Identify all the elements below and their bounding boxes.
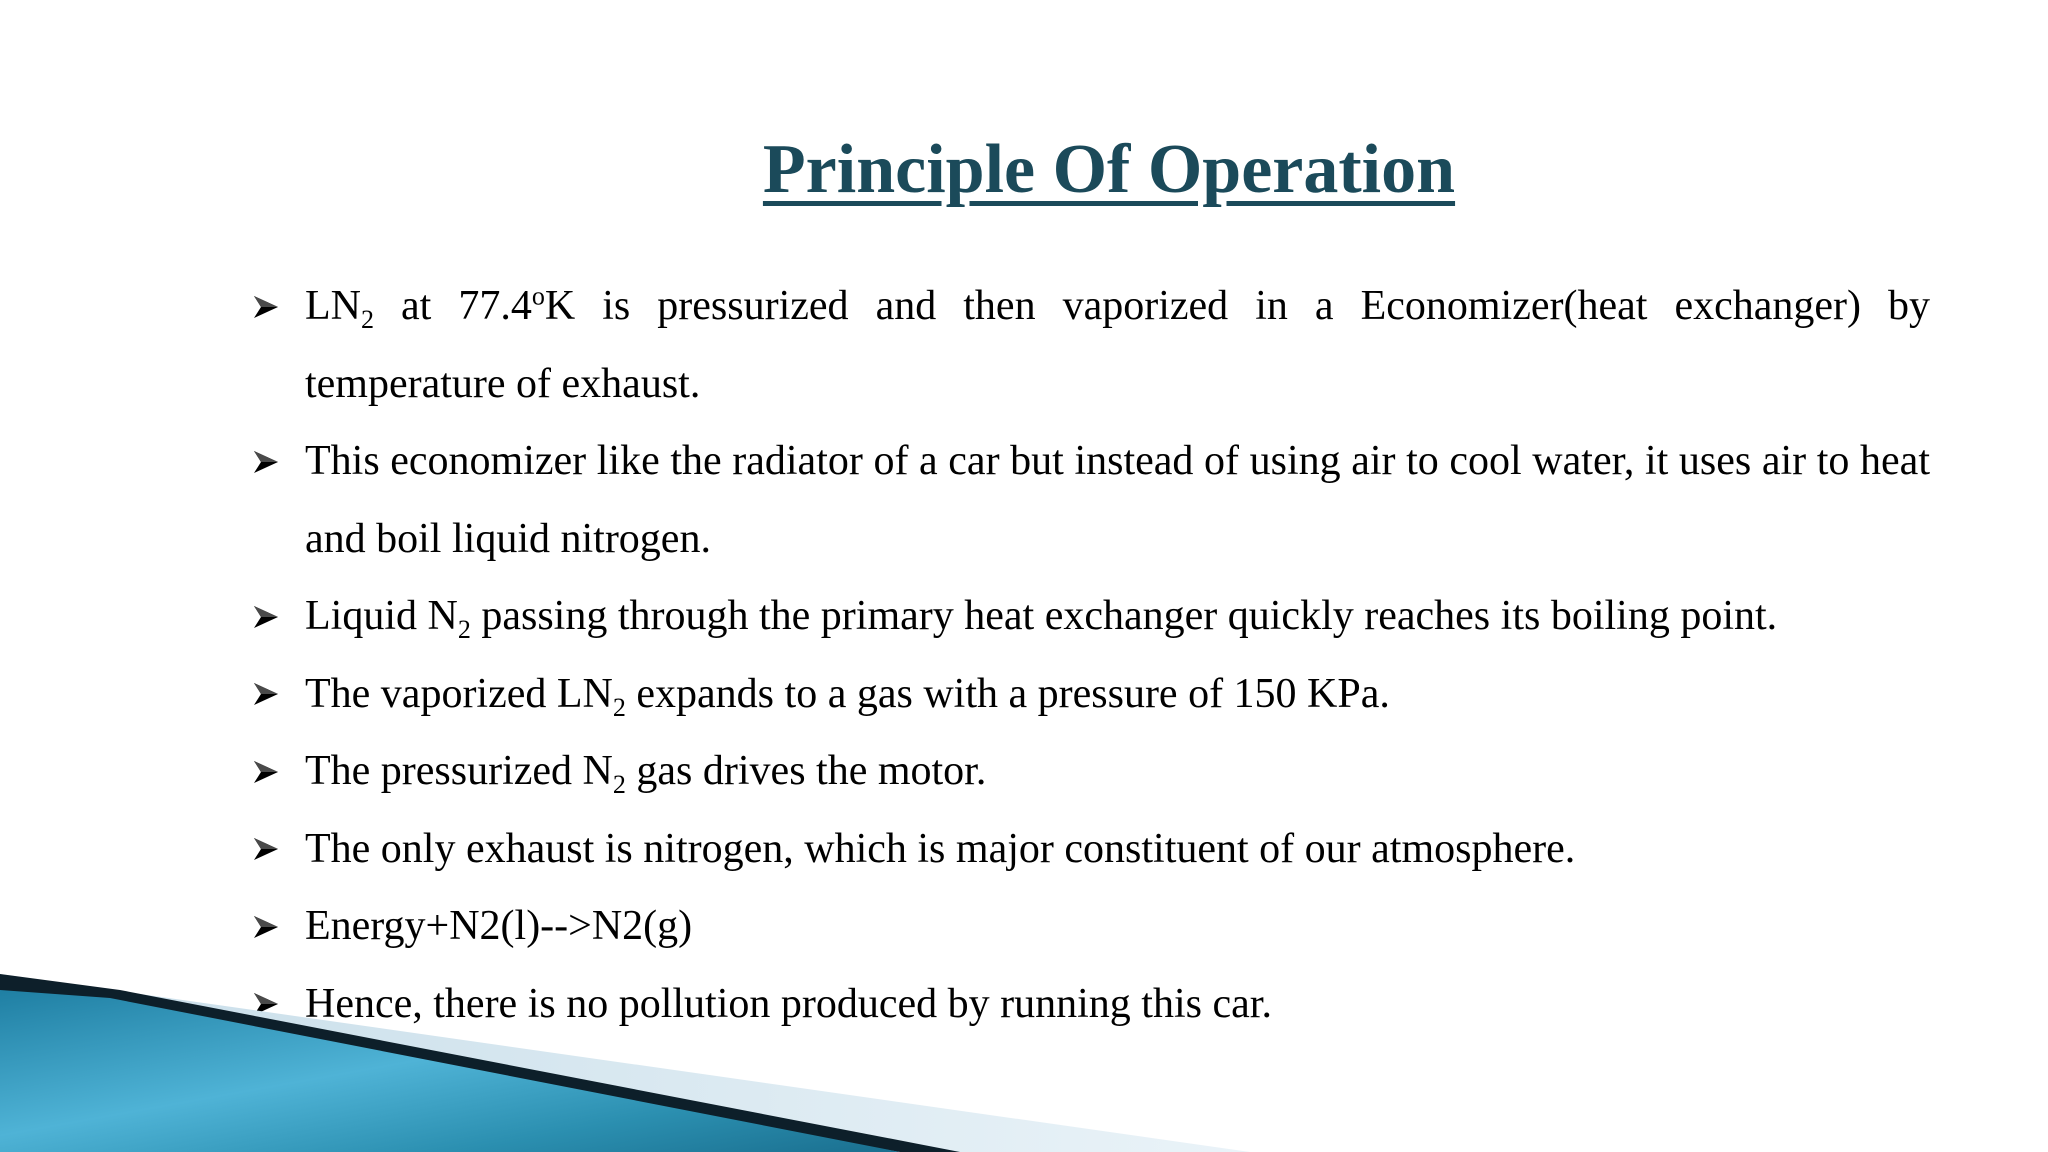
bullet-list — [250, 268, 1930, 1043]
arrowhead-bullet-icon — [250, 811, 282, 889]
bullet-item — [250, 888, 1930, 966]
bullet-item — [250, 656, 1930, 734]
arrowhead-bullet-icon — [250, 888, 282, 966]
arrowhead-bullet-icon — [250, 733, 282, 811]
arrowhead-bullet-icon — [250, 423, 282, 501]
arrowhead-bullet-icon — [250, 268, 282, 346]
slide-title: Principle Of Operation — [762, 131, 1456, 208]
bullet-text: The vaporized $LN_2$ expands to a gas with a pressure of 150 KPa. — [305, 670, 1390, 722]
arrowhead-bullet-icon — [250, 578, 282, 656]
bullet-item — [250, 578, 1930, 656]
bullet-item — [250, 268, 1930, 423]
bullet-text: Liquid $N_2$ passing through the primary heat exchanger quickly reaches its boiling point. — [305, 593, 1778, 645]
bullet-item — [250, 423, 1930, 578]
bullet-text: The only exhaust is nitrogen, which is major constituent of our atmosphere. — [305, 825, 1576, 872]
bullet-item — [250, 733, 1930, 811]
bullet-text: This economizer like the radiator of a car but instead of using air to cool water, it uses air to heat and boil liquid nitrogen. — [305, 438, 1930, 562]
bullet-text: $LN_2$ at 77.4$^o$K is pressurized and then vaporized in a Economizer(heat exchanger) by temperature of exhaust. — [305, 281, 1931, 407]
swoosh-teal-band — [0, 990, 900, 1152]
bullet-text: The pressurized $N_2$ gas drives the motor. — [305, 748, 987, 800]
decorative-swoosh — [0, 960, 2048, 1152]
bullet-text: Hence, there is no pollution produced by running this car. — [305, 980, 1272, 1027]
arrowhead-bullet-icon — [250, 656, 282, 734]
bullet-item — [250, 811, 1930, 889]
bullet-text: Energy+N2(l)-->N2(g) — [305, 903, 693, 949]
